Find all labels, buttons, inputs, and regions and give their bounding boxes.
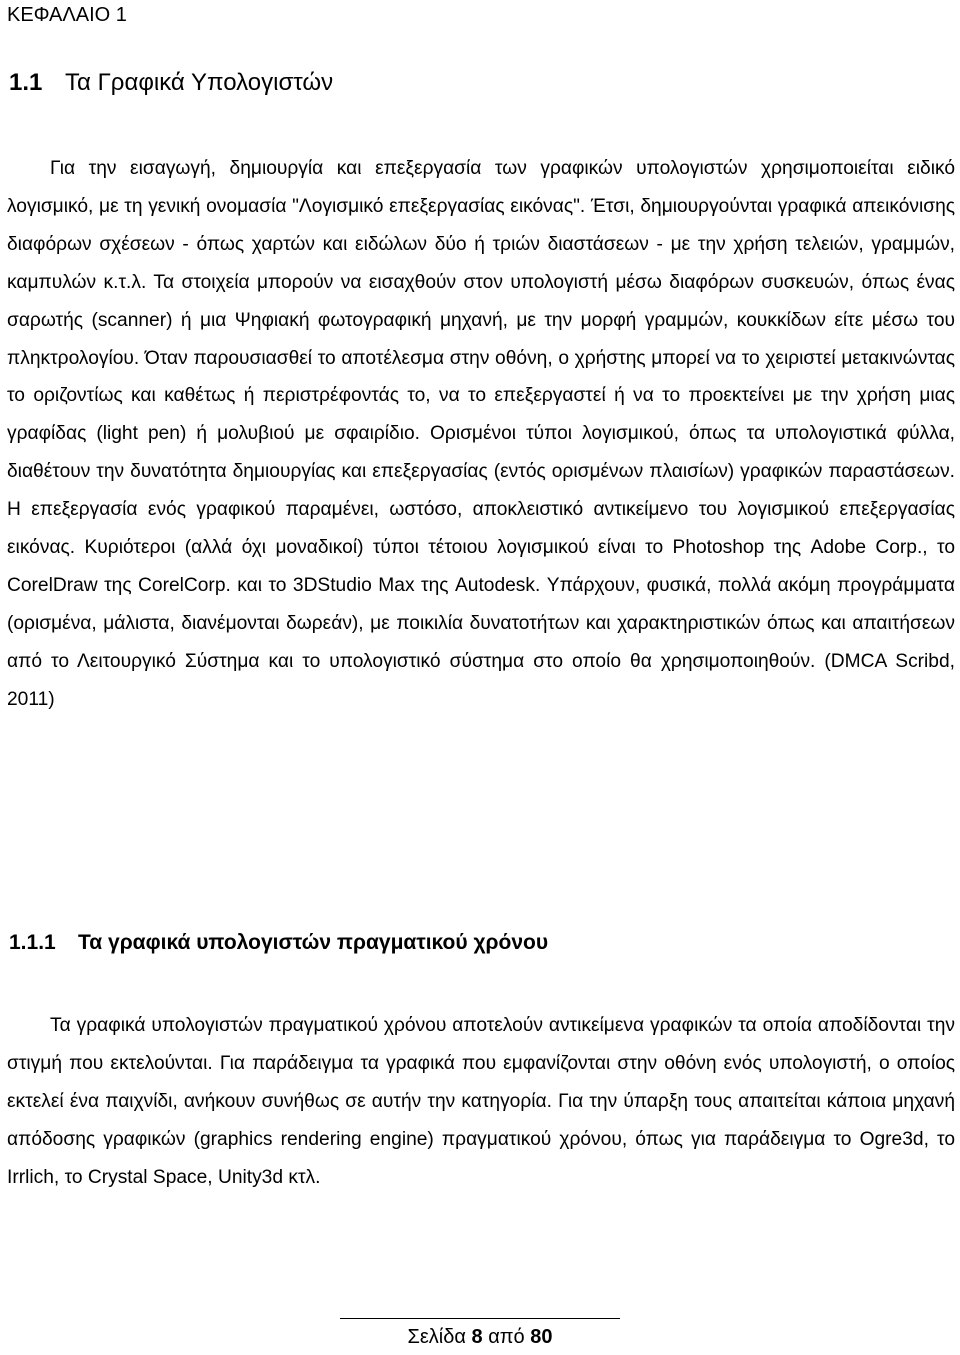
section-number: 1.1 [9,69,43,96]
page-footer [0,1325,960,1349]
section-heading [9,68,333,98]
total-pages: 80 [530,1326,553,1348]
section-title: Τα Γραφικά Υπολογιστών [65,69,334,96]
body-paragraph: Τα γραφικά υπολογιστών πραγματικού χρόνου αποτελούν αντικείμενα γραφικών τα οποία αποδίδονται την στιγμή που εκτελούνται. Για παράδειγμα τα γραφικά που εμφανίζονται στην οθόνη ενός υπολογιστή, ο οποίος εκτελεί ένα παιχνίδι, ανήκουν συνήθως σε αυτήν την κατηγορία. Για την ύπαρξη τους απαιτείται κάποια μηχανή απόδοσης γραφικών (graphics rendering engine) πραγματικού χρόνου, όπως για παράδειγμα το Ogre3d, το Irrlich, το Crystal Space, Unity3d κτλ. [7,1015,955,1188]
subsection-heading [9,929,548,957]
subsection-number: 1.1.1 [9,931,56,954]
of-word: από [488,1326,525,1348]
subsection-title: Τα γραφικά υπολογιστών πραγματικού χρόνου [78,931,549,954]
page-word: Σελίδα [407,1326,466,1348]
body-paragraph: Για την εισαγωγή, δημιουργία και επεξεργασία των γραφικών υπολογιστών χρησιμοποιείται ειδικό λογισμικό, με τη γενική ονομασία "Λογισμικό επεξεργασίας εικόνας". Έτσι, δημιουργούνται γραφικά απεικόνισης διαφόρων σχέσεων - όπως χαρτών και ειδώλων δύο ή τριών διαστάσεων - με την χρήση τελειών, γραμμών, καμπυλών κ.τ.λ. Τα στοιχεία μπορούν να εισαχθούν στον υπολογιστή μέσω διαφόρων συσκευών, όπως ένας σαρωτής (scanner) ή μια Ψηφιακή φωτογραφική μηχανή, με την μορφή γραμμών, κουκκίδων είτε μέσω του πληκτρολογίου. Όταν παρουσιασθεί το αποτέλεσμα στην οθόνη, ο χρήστης μπορεί να το χειριστεί μετακινώντας το οριζοντίως και καθέτως ή περιστρέφοντάς το, να το επεξεργαστεί ή να το προεκτείνει με την χρήση μιας γραφίδας (light pen) ή μολυβιού με σφαιρίδιο. Ορισμένοι τύποι λογισμικού, όπως τα υπολογιστικά φύλλα, διαθέτουν την δυνατότητα δημιουργίας και επεξεργασίας (εντός ορισμένων πλαισίων) γραφικών παραστάσεων. Η επεξεργασία ενός γραφικού παραμένει, ωστόσο, αποκλειστικό αντικείμενο του λογισμικού επεξεργασίας εικόνας. Κυριότεροι (αλλά όχι μοναδικοί) τύποι τέτοιου λογισμικού είναι το Photoshop της Adobe Corp., το CorelDraw της CorelCorp. και το 3DStudio Max της Autodesk. Υπάρχουν, φυσικά, πολλά ακόμη προγράμματα (ορισμένα, μάλιστα, διανέμονται δωρεάν), με ποικιλία δυνατοτήτων και χαρακτηριστικών όπως και απαιτήσεων από το Λειτουργικό Σύστημα και το υπολογιστικό σύστημα στο οποίο θα χρησιμοποιηθούν. (DMCA Scribd, 2011) [7,158,955,710]
chapter-label: ΚΕΦΑΛΑΙΟ 1 [7,4,127,26]
page-number: 8 [471,1326,483,1348]
footer-divider [340,1318,620,1319]
